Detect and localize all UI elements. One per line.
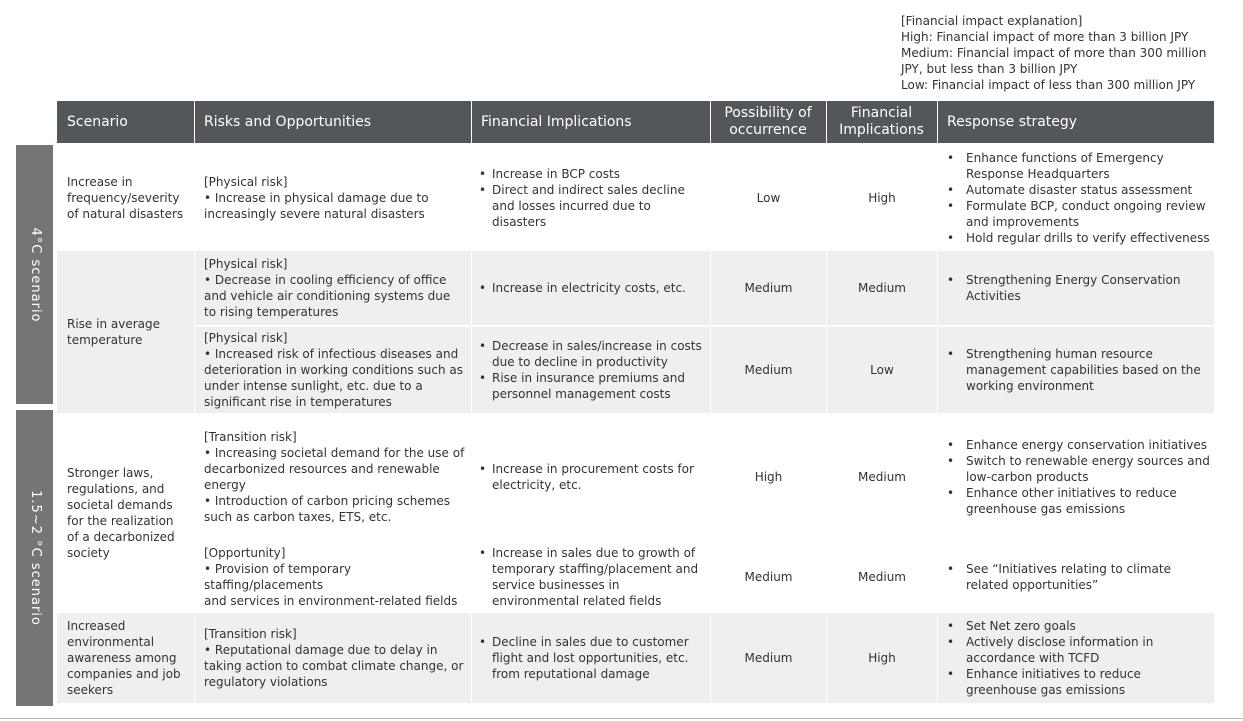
table-header — [57, 101, 1214, 143]
implication-item: • Rise in insurance premiums and personnel management costs — [479, 370, 705, 402]
strategy-item: • Formulate BCP, conduct ongoing review and improvements — [938, 198, 1210, 230]
impact-cell: Medium — [858, 570, 906, 584]
strategy-item: • Strengthening Energy Conservation Activities — [938, 272, 1210, 304]
implications-cell — [479, 541, 705, 613]
implications-cell — [479, 251, 705, 325]
header-response-strategy: Response strategy — [947, 113, 1078, 130]
financial-impact-legend — [901, 13, 1221, 93]
header-possibility: Possibility of occurrence — [724, 105, 812, 138]
scenario-cell: Increased environmental awareness among companies and job seekers — [67, 619, 181, 697]
risk-item: • Decrease in cooling efficiency of office and vehicle air conditioning systems due to rising temperatures — [204, 273, 451, 319]
header-scenario: Scenario — [67, 113, 128, 130]
risk-cell — [204, 145, 466, 251]
legend-line: Low: Financial impact of less than 300 million JPY — [901, 78, 1196, 92]
strategy-item: • Enhance other initiatives to reduce greenhouse gas emissions — [938, 485, 1210, 517]
impact-cell: Medium — [858, 470, 906, 484]
strategy-item: • Enhance initiatives to reduce greenhouse gas emissions — [938, 666, 1210, 698]
implication-item: • Increase in electricity costs, etc. — [479, 280, 686, 296]
implication-item: • Direct and indirect sales decline and losses incurred due to disasters — [479, 182, 705, 230]
scenario-cell: Increase in frequency/severity of natural disasters — [67, 175, 184, 221]
header-financial-impact: Financial Implications — [839, 105, 924, 138]
risk-cell — [204, 425, 466, 529]
scenario-cell: Rise in average temperature — [67, 317, 160, 347]
risk-cell — [204, 541, 466, 613]
strategy-item: • Switch to renewable energy sources and low-carbon products — [938, 453, 1210, 485]
strategy-cell — [938, 327, 1210, 413]
strategy-item: • Hold regular drills to verify effectiveness — [938, 230, 1210, 246]
strategy-cell — [938, 541, 1210, 613]
implications-cell — [479, 145, 705, 251]
impact-cell: Medium — [858, 281, 906, 295]
scenario-cell: Stronger laws, regulations, and societal demands for the realization of a decarbonized society — [67, 466, 175, 560]
implication-item: • Decrease in sales/increase in costs due to decline in productivity — [479, 338, 705, 370]
risk-type: [Transition risk] — [204, 430, 297, 444]
implications-cell — [479, 613, 705, 703]
risk-item: and services in environment-related fields — [204, 594, 458, 608]
risk-type: [Physical risk] — [204, 257, 288, 271]
strategy-item: • Set Net zero goals — [938, 618, 1210, 634]
scenario-1-5-2c-label: 1.5~2 °C scenario — [16, 410, 53, 706]
legend-title: [Financial impact explanation] — [901, 14, 1083, 28]
implication-item: • Increase in BCP costs — [479, 166, 705, 182]
possibility-cell: Medium — [744, 651, 793, 665]
strategy-cell — [938, 251, 1210, 325]
possibility-cell: High — [754, 470, 783, 484]
risk-item: • Provision of temporary staffing/placements — [204, 562, 352, 592]
possibility-cell: Medium — [744, 570, 793, 584]
strategy-cell — [938, 425, 1210, 529]
scenario-4c-label: 4°C scenario — [16, 145, 53, 404]
possibility-cell: Medium — [744, 363, 793, 377]
risk-cell — [204, 613, 466, 703]
risk-item: • Increase in physical damage due to increasingly severe natural disasters — [204, 191, 429, 221]
implications-cell — [479, 327, 705, 413]
impact-cell: High — [868, 651, 896, 665]
impact-cell: High — [868, 191, 896, 205]
risk-type: [Transition risk] — [204, 627, 297, 641]
implications-cell — [479, 425, 705, 529]
risk-item: • Increased risk of infectious diseases and deterioration in working conditions such as under intense sunlight, etc. due to a significant rise in temperatures — [204, 347, 463, 409]
risk-type: [Physical risk] — [204, 331, 288, 345]
strategy-item: • Actively disclose information in accordance with TCFD — [938, 634, 1210, 666]
implication-item: • Increase in sales due to growth of temporary staffing/placement and service businesses in environmental related fields — [479, 545, 705, 609]
risk-type: [Physical risk] — [204, 175, 288, 189]
risk-item: • Increasing societal demand for the use of decarbonized resources and renewable energy — [204, 446, 465, 492]
risk-item: • Reputational damage due to delay in taking action to combat climate change, or regulatory violations — [204, 643, 464, 689]
strategy-item: • See “Initiatives relating to climate related opportunities” — [938, 561, 1210, 593]
page-divider — [0, 718, 1243, 719]
risk-type: [Opportunity] — [204, 546, 286, 560]
header-risks: Risks and Opportunities — [204, 113, 372, 130]
strategy-item: • Enhance functions of Emergency Response Headquarters — [938, 150, 1210, 182]
strategy-item: • Strengthening human resource management capabilities based on the working environment — [938, 346, 1210, 394]
risk-cell — [204, 251, 466, 325]
possibility-cell: Low — [756, 191, 781, 205]
legend-line: Medium: Financial impact of more than 300 million — [901, 46, 1207, 60]
implication-item: • Increase in procurement costs for electricity, etc. — [479, 461, 705, 493]
header-financial-implications: Financial Implications — [481, 113, 632, 130]
strategy-item: • Enhance energy conservation initiatives — [938, 437, 1210, 453]
impact-cell: Low — [870, 363, 894, 377]
strategy-cell — [938, 145, 1210, 251]
strategy-cell — [938, 613, 1210, 703]
legend-line: JPY, but less than 3 billion JPY — [901, 62, 1078, 76]
implication-item: • Decline in sales due to customer flight and lost opportunities, etc. from reputational damage — [479, 634, 705, 682]
strategy-item: • Automate disaster status assessment — [938, 182, 1210, 198]
risk-cell — [204, 327, 466, 413]
legend-line: High: Financial impact of more than 3 billion JPY — [901, 30, 1189, 44]
possibility-cell: Medium — [744, 281, 793, 295]
risk-item: • Introduction of carbon pricing schemes such as carbon taxes, ETS, etc. — [204, 494, 451, 524]
